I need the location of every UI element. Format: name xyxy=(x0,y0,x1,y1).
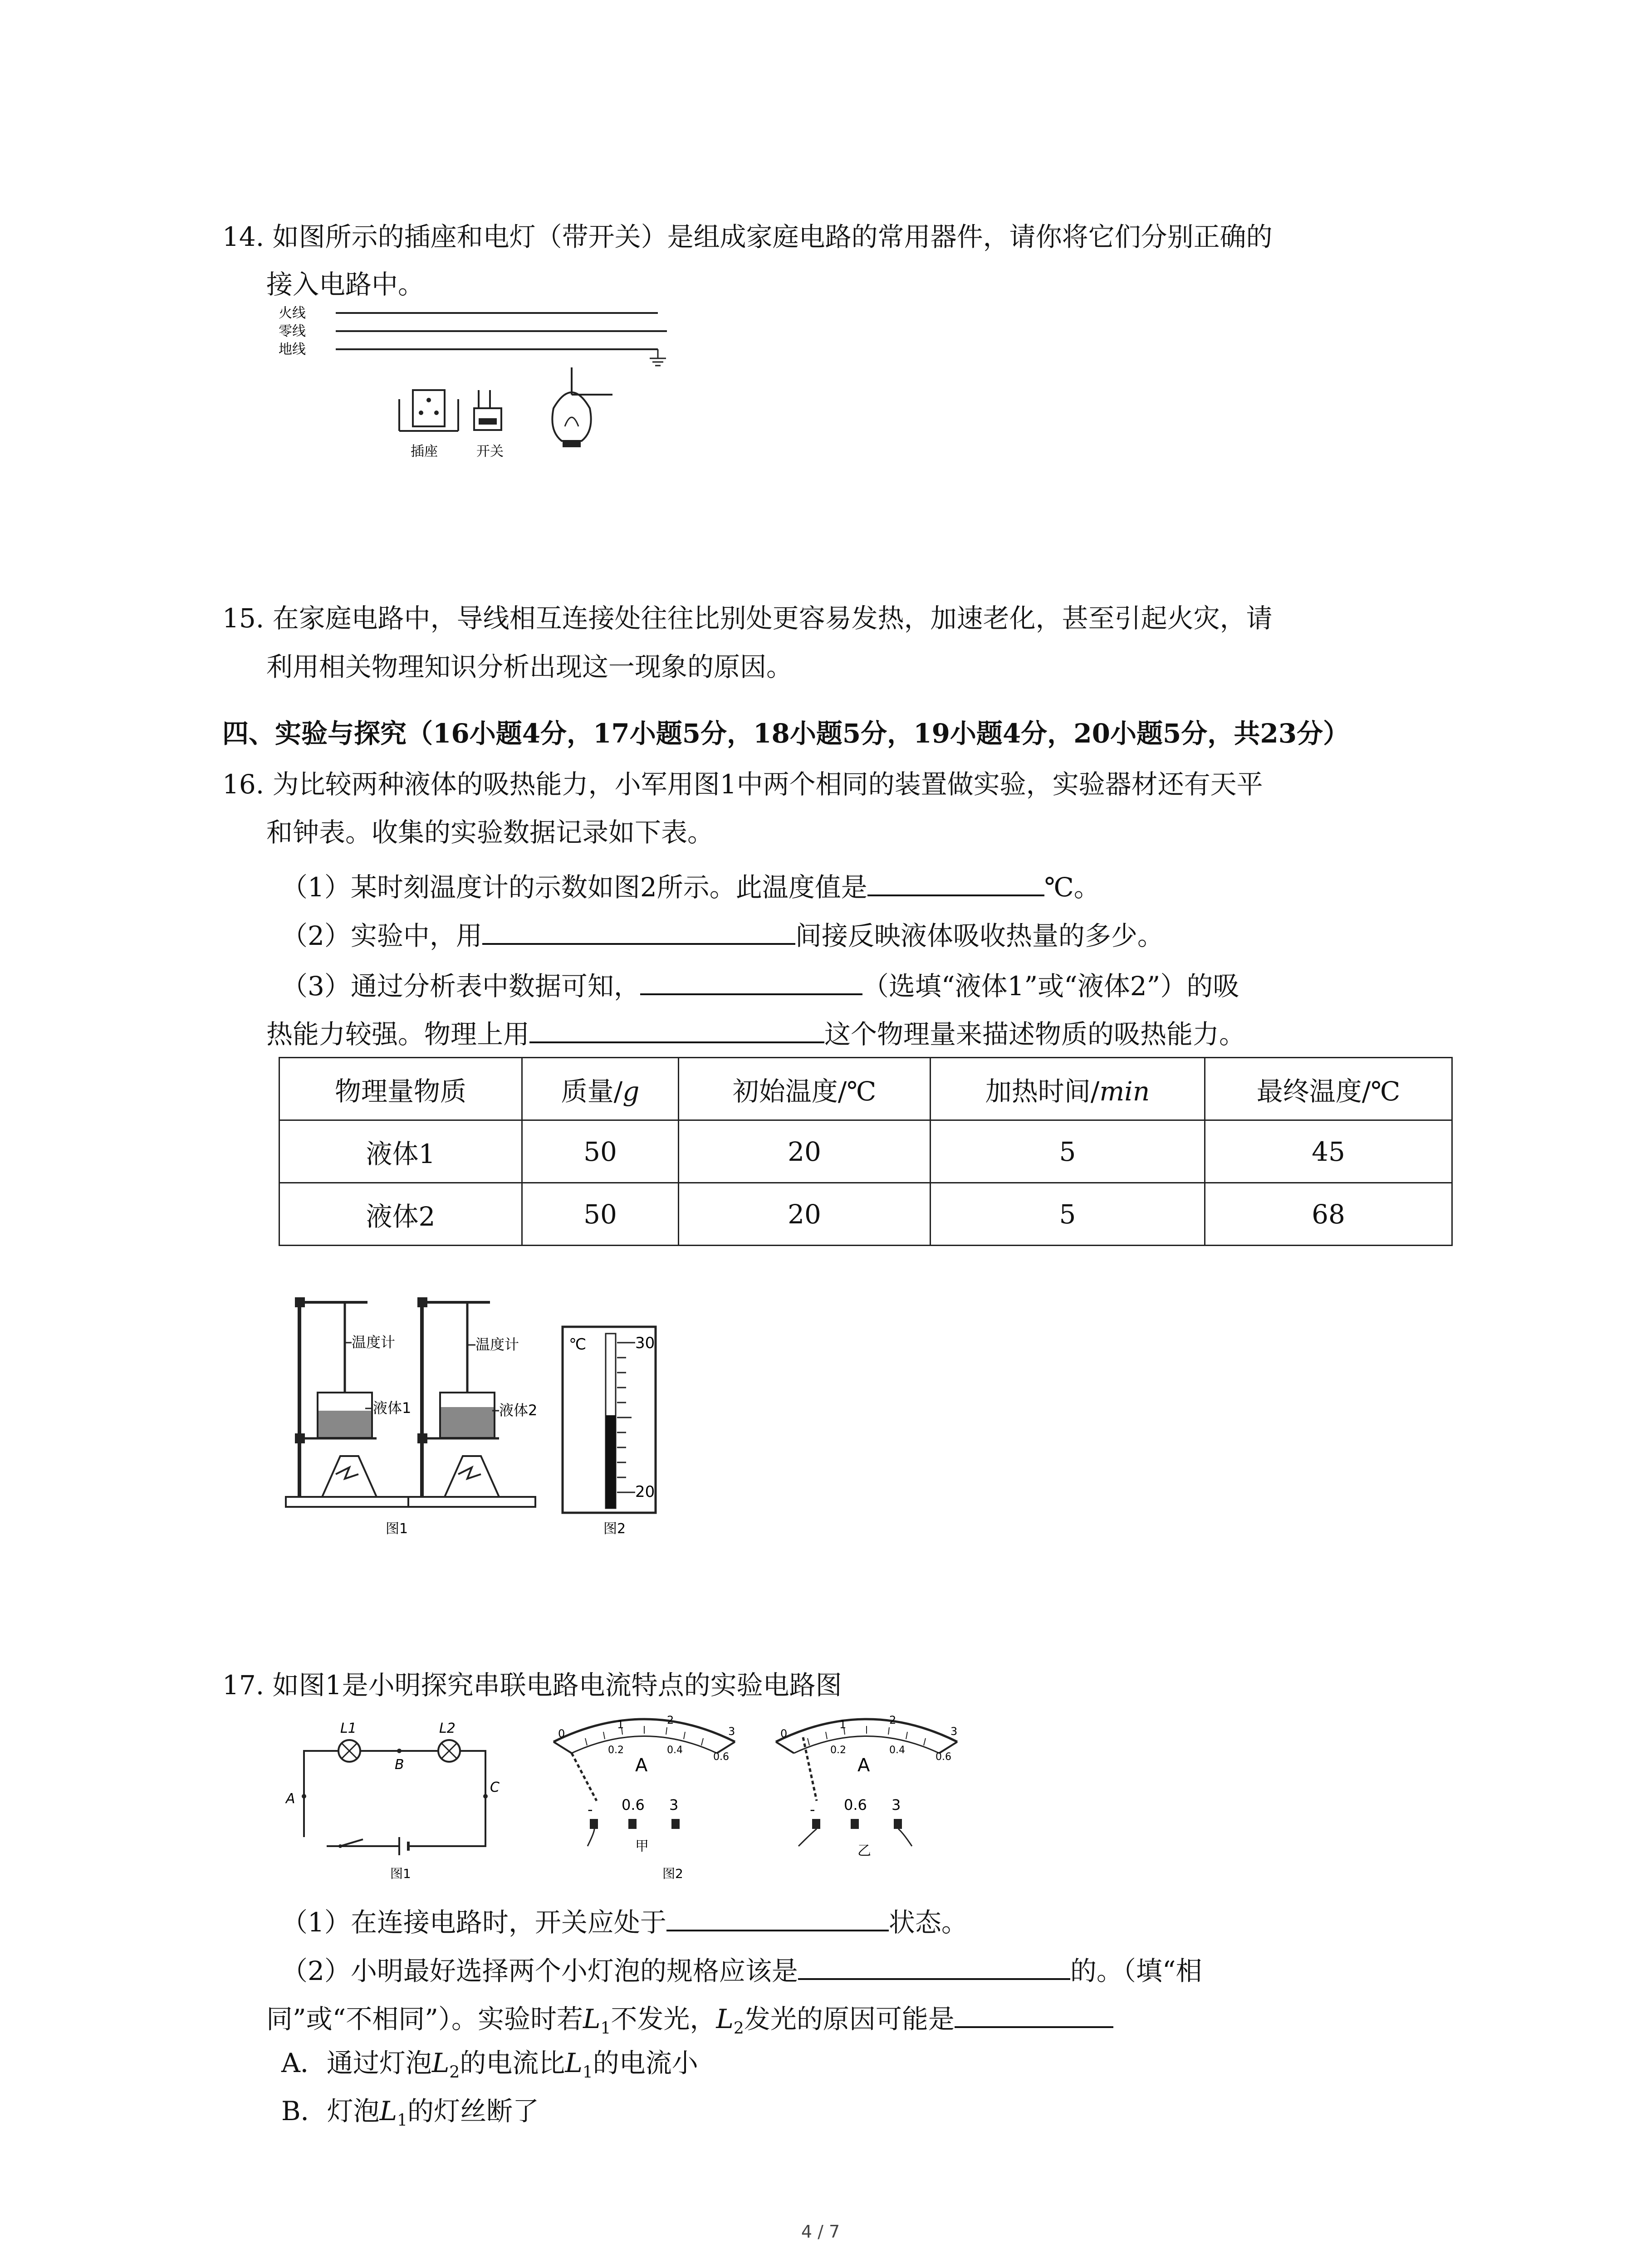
q17-part1 xyxy=(281,1904,968,1936)
lamp-icon xyxy=(552,367,612,447)
l2-label: L2 xyxy=(439,1721,456,1736)
liquid1-label: 液体1 xyxy=(373,1399,411,1417)
svg-text:3: 3 xyxy=(950,1725,958,1738)
q16-part3b-text: 热能力较强。物理上用 xyxy=(266,1019,530,1050)
svg-text:3: 3 xyxy=(892,1796,901,1813)
q16-line2: 和钟表。收集的实验数据记录如下表。 xyxy=(266,817,714,848)
q15-line1: 15. 在家庭电路中，导线相互连接处往往比别处更容易发热，加速老化，甚至引起火灾，请 xyxy=(222,603,1273,634)
thermometer-label-2: 温度计 xyxy=(475,1336,519,1353)
tick-20: 20 xyxy=(635,1483,655,1501)
q16-line1: 16. 为比较两种液体的吸热能力，小军用图1中两个相同的装置做实验，实验器材还有天平 xyxy=(222,769,1263,800)
point-b-label: B xyxy=(395,1757,404,1773)
thermometer-label-1: 温度计 xyxy=(352,1334,396,1351)
table-cell: 液体1 xyxy=(279,1120,522,1183)
table-cell: 45 xyxy=(1205,1120,1452,1183)
q16-part3 xyxy=(281,968,1239,1002)
answer-blank-7[interactable] xyxy=(955,2001,1113,2028)
switch-icon xyxy=(474,390,501,430)
q17-part2-text: （2）小明最好选择两个小灯泡的规格应该是 xyxy=(281,1955,798,1986)
table-cell: 50 xyxy=(522,1120,679,1183)
point-a-label: A xyxy=(286,1791,295,1807)
table-row xyxy=(279,1183,1452,1246)
fig1-label: 图1 xyxy=(386,1521,408,1537)
svg-text:1: 1 xyxy=(617,1718,624,1731)
q16-part3b xyxy=(266,1016,1246,1050)
svg-text:0.4: 0.4 xyxy=(889,1745,905,1756)
apparatus-1 xyxy=(286,1297,413,1537)
answer-blank-6[interactable] xyxy=(798,1953,1070,1980)
table-header-row xyxy=(279,1058,1452,1120)
table-cell: 68 xyxy=(1205,1183,1452,1246)
q17-option-a[interactable]: A．通过灯泡$L_2$的电流比$L_1$的电流小 xyxy=(281,2048,698,2082)
thermometer-scale xyxy=(563,1327,656,1537)
ground-symbol-icon xyxy=(650,349,666,366)
label-yi: 乙 xyxy=(857,1843,871,1859)
ammeter-needle xyxy=(572,1753,597,1801)
q15-line2: 利用相关物理知识分析出现这一现象的原因。 xyxy=(266,651,793,682)
q16-part2-text: （2）实验中，用 xyxy=(281,920,482,951)
page-number: 4 / 7 xyxy=(801,2222,840,2242)
scale-0: 0 xyxy=(558,1727,565,1740)
answer-blank-5[interactable] xyxy=(666,1904,889,1931)
q16-apparatus-figure xyxy=(272,1288,681,1551)
section-title: 四、实验与探究（16小题4分，17小题5分，18小题5分，19小题4分，20小题5分，共23分） xyxy=(222,718,1350,749)
ammeter-jia xyxy=(554,1714,735,1854)
svg-text:3: 3 xyxy=(728,1725,735,1738)
svg-text:-: - xyxy=(810,1801,815,1818)
svg-text:0.2: 0.2 xyxy=(608,1745,624,1756)
q17-part2-tail: 的。（填“相 xyxy=(1070,1955,1202,1986)
switch-label: 开关 xyxy=(476,444,504,459)
q14-line2: 接入电路中。 xyxy=(266,269,425,300)
answer-blank-1[interactable] xyxy=(867,869,1044,896)
table-header: 加热时间/min xyxy=(931,1058,1205,1120)
table-header: 初始温度/℃ xyxy=(679,1058,931,1120)
q16-part2 xyxy=(281,918,1164,949)
table-header: 物理量物质 xyxy=(279,1058,522,1120)
q17-option-b[interactable]: B．灯泡$L_1$的灯丝断了 xyxy=(281,2096,539,2130)
fig2-label: 图2 xyxy=(603,1521,626,1537)
q17-part2b: 同”或“不相同”）。实验时若$L_1$不发光，$L_2$发光的原因可能是 xyxy=(266,2001,1113,2037)
svg-text:0.6: 0.6 xyxy=(622,1796,645,1813)
q16-part2-tail: 间接反映液体吸收热量的多少。 xyxy=(795,920,1164,951)
liquid2-label: 液体2 xyxy=(499,1402,538,1419)
q14-circuit-figure xyxy=(277,299,685,472)
table-cell: 20 xyxy=(679,1183,931,1246)
svg-text:2: 2 xyxy=(889,1714,896,1726)
q16-part3b-tail: 这个物理量来描述物质的吸热能力。 xyxy=(824,1019,1246,1050)
q14-line1: 14. 如图所示的插座和电灯（带开关）是组成家庭电路的常用器件，请你将它们分别正确的 xyxy=(222,221,1273,252)
svg-text:2: 2 xyxy=(667,1714,674,1726)
q16-part3-text: （3）通过分析表中数据可知， xyxy=(281,971,640,1002)
answer-blank-4[interactable] xyxy=(529,1016,824,1043)
svg-text:0.6: 0.6 xyxy=(844,1796,867,1813)
celsius-unit-label: ℃ xyxy=(569,1335,587,1354)
ammeter-unit: A xyxy=(635,1755,648,1776)
q17-circuit-figure xyxy=(272,1710,980,1882)
live-wire-label: 火线 xyxy=(279,305,306,321)
switch-symbol xyxy=(340,1839,363,1846)
series-circuit-diagram xyxy=(285,1721,500,1881)
table-cell: 液体2 xyxy=(279,1183,522,1246)
table-header: 最终温度/℃ xyxy=(1205,1058,1452,1120)
table-cell: 20 xyxy=(679,1120,931,1183)
table-cell: 5 xyxy=(931,1183,1205,1246)
q16-data-table xyxy=(279,1057,1453,1246)
q17-fig2-label: 图2 xyxy=(662,1866,683,1881)
q17-line1: 17. 如图1是小明探究串联电路电流特点的实验电路图 xyxy=(222,1670,842,1701)
answer-blank-3[interactable] xyxy=(640,968,862,995)
tick-30: 30 xyxy=(635,1334,655,1352)
socket-label: 插座 xyxy=(411,444,438,459)
q17-fig1-label: 图1 xyxy=(390,1866,411,1881)
q17-part2 xyxy=(281,1953,1202,1984)
q16-part1 xyxy=(281,869,1100,903)
apparatus-2 xyxy=(408,1297,537,1507)
table-cell: 50 xyxy=(522,1183,679,1246)
table-header: 质量/g xyxy=(522,1058,679,1120)
socket-icon xyxy=(399,390,458,431)
svg-text:3: 3 xyxy=(669,1796,679,1813)
table-cell: 5 xyxy=(931,1120,1205,1183)
svg-text:-: - xyxy=(588,1801,593,1818)
q16-part3-tail: （选填“液体1”或“液体2”）的吸 xyxy=(862,971,1239,1002)
point-c-label: C xyxy=(490,1779,500,1795)
ground-wire-label: 地线 xyxy=(279,342,306,357)
svg-text:0.2: 0.2 xyxy=(830,1745,846,1756)
table-row xyxy=(279,1120,1452,1183)
svg-text:0.6: 0.6 xyxy=(713,1751,729,1763)
q16-part1-text: （1）某时刻温度计的示数如图2所示。此温度值是 xyxy=(281,872,867,903)
q17-part1-tail: 状态。 xyxy=(888,1907,968,1938)
q16-part1-unit: ℃。 xyxy=(1044,872,1100,903)
label-jia: 甲 xyxy=(635,1838,649,1854)
ammeter-yi xyxy=(662,1714,957,1881)
neutral-wire-label: 零线 xyxy=(279,323,306,339)
svg-text:1: 1 xyxy=(839,1718,847,1731)
svg-text:0.4: 0.4 xyxy=(667,1745,683,1756)
svg-text:0: 0 xyxy=(780,1727,788,1740)
q17-part1-text: （1）在连接电路时，开关应处于 xyxy=(281,1907,666,1938)
svg-text:0.6: 0.6 xyxy=(936,1751,951,1763)
answer-blank-2[interactable] xyxy=(482,918,795,945)
svg-text:A: A xyxy=(857,1755,870,1776)
mercury-column xyxy=(606,1415,616,1508)
l1-label: L1 xyxy=(340,1721,357,1736)
